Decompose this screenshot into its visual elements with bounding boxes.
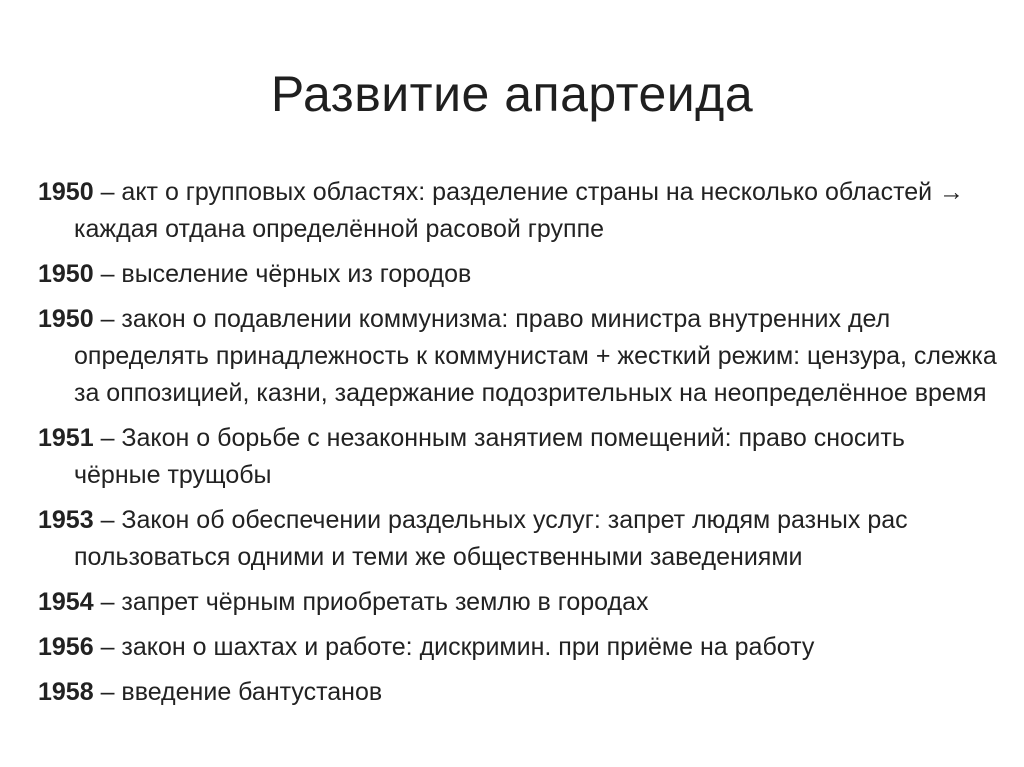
item-text: Закон об обеспечении раздельных услуг: запрет людям разных рас пользоваться одними и теми же общественными заведениями xyxy=(74,506,908,571)
item-text: выселение чёрных из городов xyxy=(121,260,472,288)
item-text: закон о подавлении коммунизма: право министра внутренних дел определять принадлежность к коммунистам + жесткий режим: цензура, слежка за оппозицией, казни, задержание подозрительных на неопределённое время xyxy=(74,305,997,407)
slide-title: Развитие апартеида xyxy=(270,66,754,122)
item-text: закон о шахтах и работе: дискримин. при приёме на работу xyxy=(121,633,815,661)
list-item xyxy=(38,584,998,621)
item-dash: – xyxy=(93,178,122,206)
item-year: 1954 xyxy=(38,588,94,616)
item-text: Закон о борьбе с незаконным занятием помещений: право сносить чёрные трущобы xyxy=(74,424,905,489)
item-dash: – xyxy=(93,305,122,333)
list-item xyxy=(38,420,998,494)
list-item xyxy=(38,256,998,293)
item-text: запрет чёрным приобретать землю в городах xyxy=(121,588,649,616)
list-item xyxy=(38,674,998,711)
item-year: 1956 xyxy=(38,633,94,661)
item-dash: – xyxy=(93,633,122,661)
list-item xyxy=(38,301,998,412)
item-dash: – xyxy=(93,260,122,288)
item-text: акт о групповых областях: разделение страны на несколько областей → каждая отдана определённой расовой группе xyxy=(74,178,965,243)
item-dash: – xyxy=(93,506,122,534)
item-dash: – xyxy=(93,588,122,616)
item-year: 1958 xyxy=(38,678,94,706)
item-year: 1953 xyxy=(38,506,94,534)
list-item xyxy=(38,174,998,248)
item-year: 1951 xyxy=(38,424,94,452)
item-text: введение бантустанов xyxy=(121,678,383,706)
item-year: 1950 xyxy=(38,260,94,288)
item-dash: – xyxy=(93,678,122,706)
item-year: 1950 xyxy=(38,305,94,333)
item-dash: – xyxy=(93,424,122,452)
timeline-list xyxy=(38,174,998,719)
item-year: 1950 xyxy=(38,178,94,206)
list-item xyxy=(38,502,998,576)
list-item xyxy=(38,629,998,666)
